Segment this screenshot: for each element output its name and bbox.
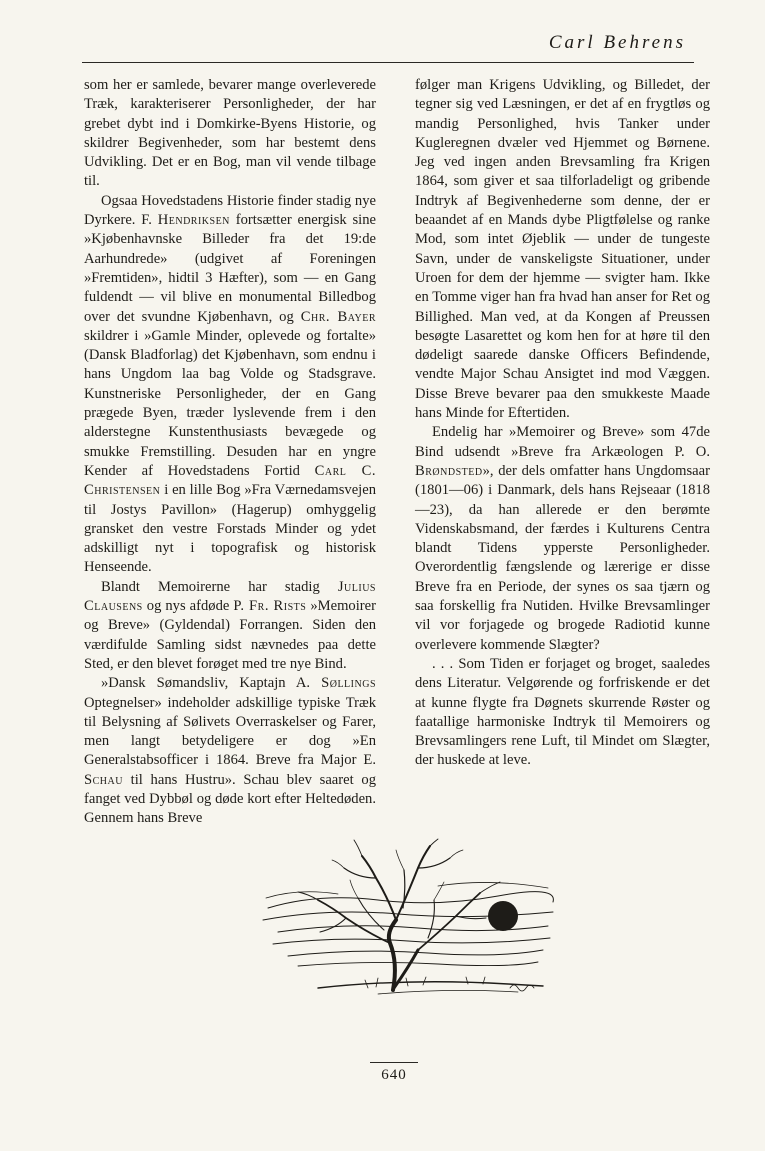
text-run: Endelig har »Memoirer og Breve» som 47de Bind udsendt »Breve fra Arkæologen P. O. bbox=[415, 424, 710, 460]
text-run: fortsætter energisk sine »Kjøbenhavnske Billeder fra det 19:de Aarhundrede» (udgivet af Foreningen »Fremtiden», hidtil 3 Hæfter), som — en Gang fuldendt — vil blive en monumental Billedbog over det svundne Kjøbenhavn, og bbox=[84, 212, 376, 325]
running-header: Carl Behrens bbox=[548, 32, 686, 53]
author-name: P. Fr. Rists bbox=[233, 598, 307, 615]
paragraph bbox=[415, 655, 710, 771]
text-run: til hans Hustru». Schau blev saaret og fanget ved Dybbøl og døde kort efter Heltedøden. Gennem hans Breve bbox=[84, 771, 376, 827]
text-run: i en lille Bog »Fra Værnedamsvejen til Jostys Pavillon» (Hagerup) omhyggelig gransket den vestre Forstads Minder og ydet adskilligt nyt i topografisk og historisk Henseende. bbox=[84, 482, 376, 576]
text-run: »Dansk Sømandsliv, Kaptajn A. bbox=[101, 675, 322, 692]
text-run: skildrer i »Gamle Minder, oplevede og fortalte» (Dansk Bladforlag) det Kjøbenhavn, som endnu i hans Ungdom laa bag Volde og Stadsgrave. Kunstneriske Personligheder, der en Gang prægede Byen, træder lyslevende frem i den alderstegne Kunstenthusiasts bevægede og smukke Fremstilling. Desuden har en yngre Kender af Hovedstadens Fortid bbox=[84, 327, 376, 479]
author-name: Carl C. Christensen bbox=[84, 462, 376, 499]
tree-landscape-icon bbox=[258, 838, 558, 1008]
author-name: Søllings bbox=[321, 675, 376, 692]
header-rule bbox=[82, 62, 694, 63]
author-name: Schau bbox=[84, 771, 123, 788]
text-run: Optegnelser» indeholder adskillige typiske Træk til Belysning af Sølivets Overraskelser og Farer, men langt betydeligere er dog »En Generalstabsofficer i 1864. Breve fra Major E. bbox=[84, 694, 376, 769]
paragraph bbox=[84, 192, 376, 578]
text-run: »Memoirer og Breve» (Gyldendal) Forrangen. Siden den værdifulde Samling sidst nævnedes paa dette Sted, er den blevet forøget med tre nye Bind. bbox=[84, 598, 376, 672]
author-name: Brøndsted bbox=[415, 462, 483, 479]
paragraph bbox=[415, 423, 710, 655]
page-number: 640 bbox=[370, 1062, 418, 1084]
author-name: Hendriksen bbox=[157, 212, 230, 229]
paragraph bbox=[415, 76, 710, 423]
right-column bbox=[415, 76, 710, 771]
text-run: Ogsaa Hovedstadens Historie finder stadig nye Dyrkere. F. bbox=[84, 192, 376, 229]
text-run: og nys afdøde bbox=[142, 598, 234, 615]
text-run: . . . Som Tiden er forjaget og broget, saaledes dens Literatur. Velgørende og forfriskende er det at kunne flygte fra Døgnets skurrende Røster og faatallige harmoniske Indtryk til Memoirers og Brevsamlingers rene Luft, til Mindet om Slægter, der huskede at leve. bbox=[415, 655, 710, 769]
author-name: Julius Clausens bbox=[84, 578, 376, 615]
text-run: », der dels omfatter hans Ungdomsaar (1801—06) i Danmark, dels hans Rejseaar (1818—23), da han allerede er den berømte Videnskabsmand, der færdes i Kulturens Centra blandt Tidens ypperste Personligheder. Overordentlig fængslende og lærerige er disse Breve fra en Periode, der synes os saa tjærn og saa forskellig fra Nutiden. Hvilke Brevsamlinger vil vor forjagede og brogede Radiotid kunne overlevere kommende Slægter? bbox=[415, 462, 710, 653]
left-column bbox=[84, 76, 376, 829]
paragraph bbox=[84, 76, 376, 192]
paragraph bbox=[84, 578, 376, 674]
author-name: Chr. Bayer bbox=[300, 308, 376, 325]
text-run: Blandt Memoirerne har stadig bbox=[101, 578, 338, 595]
text-run: følger man Krigens Udvikling, og Billedet, der tegner sig ved Læsningen, er det af en frygtløs og mandig Personlighed, hvis Tanker under Kugleregnen dvæler ved Hjemmet og Børnene. Jeg ved ingen anden Brevsamling fra Krigen 1864, som giver et saa tilforladeligt og gribende Indtryk af Begivenhederne som denne, der er beaandet af en Mands dybe Pligtfølelse og ranke Mod, som intet Øjeblik — under de tungeste Savn, under de vanskeligste Situationer, under Uroen for dem der hjemme — svigter ham. Ikke en Tomme viger han fra hvad han anser for Ret og Billighed. Man ved, at da Kongen af Preussen besøgte Lasarettet og kom hen for at høre til den dødeligt saarede danske Officers Befindende, vendte Major Schau Ansigtet ind mod Væggen. Disse Breve bevarer paa den smukkeste Maade hans Minde for Eftertiden. bbox=[415, 77, 710, 422]
paragraph bbox=[84, 674, 376, 828]
text-run: som her er samlede, bevarer mange overleverede Træk, karakteriserer Personligheder, der har grebet dybt ind i Domkirke-Byens Historie, og skildrer Begivenheder, som har bestemt dens Udvikling. Det er en Bog, man vil vende tilbage til. bbox=[84, 77, 376, 190]
